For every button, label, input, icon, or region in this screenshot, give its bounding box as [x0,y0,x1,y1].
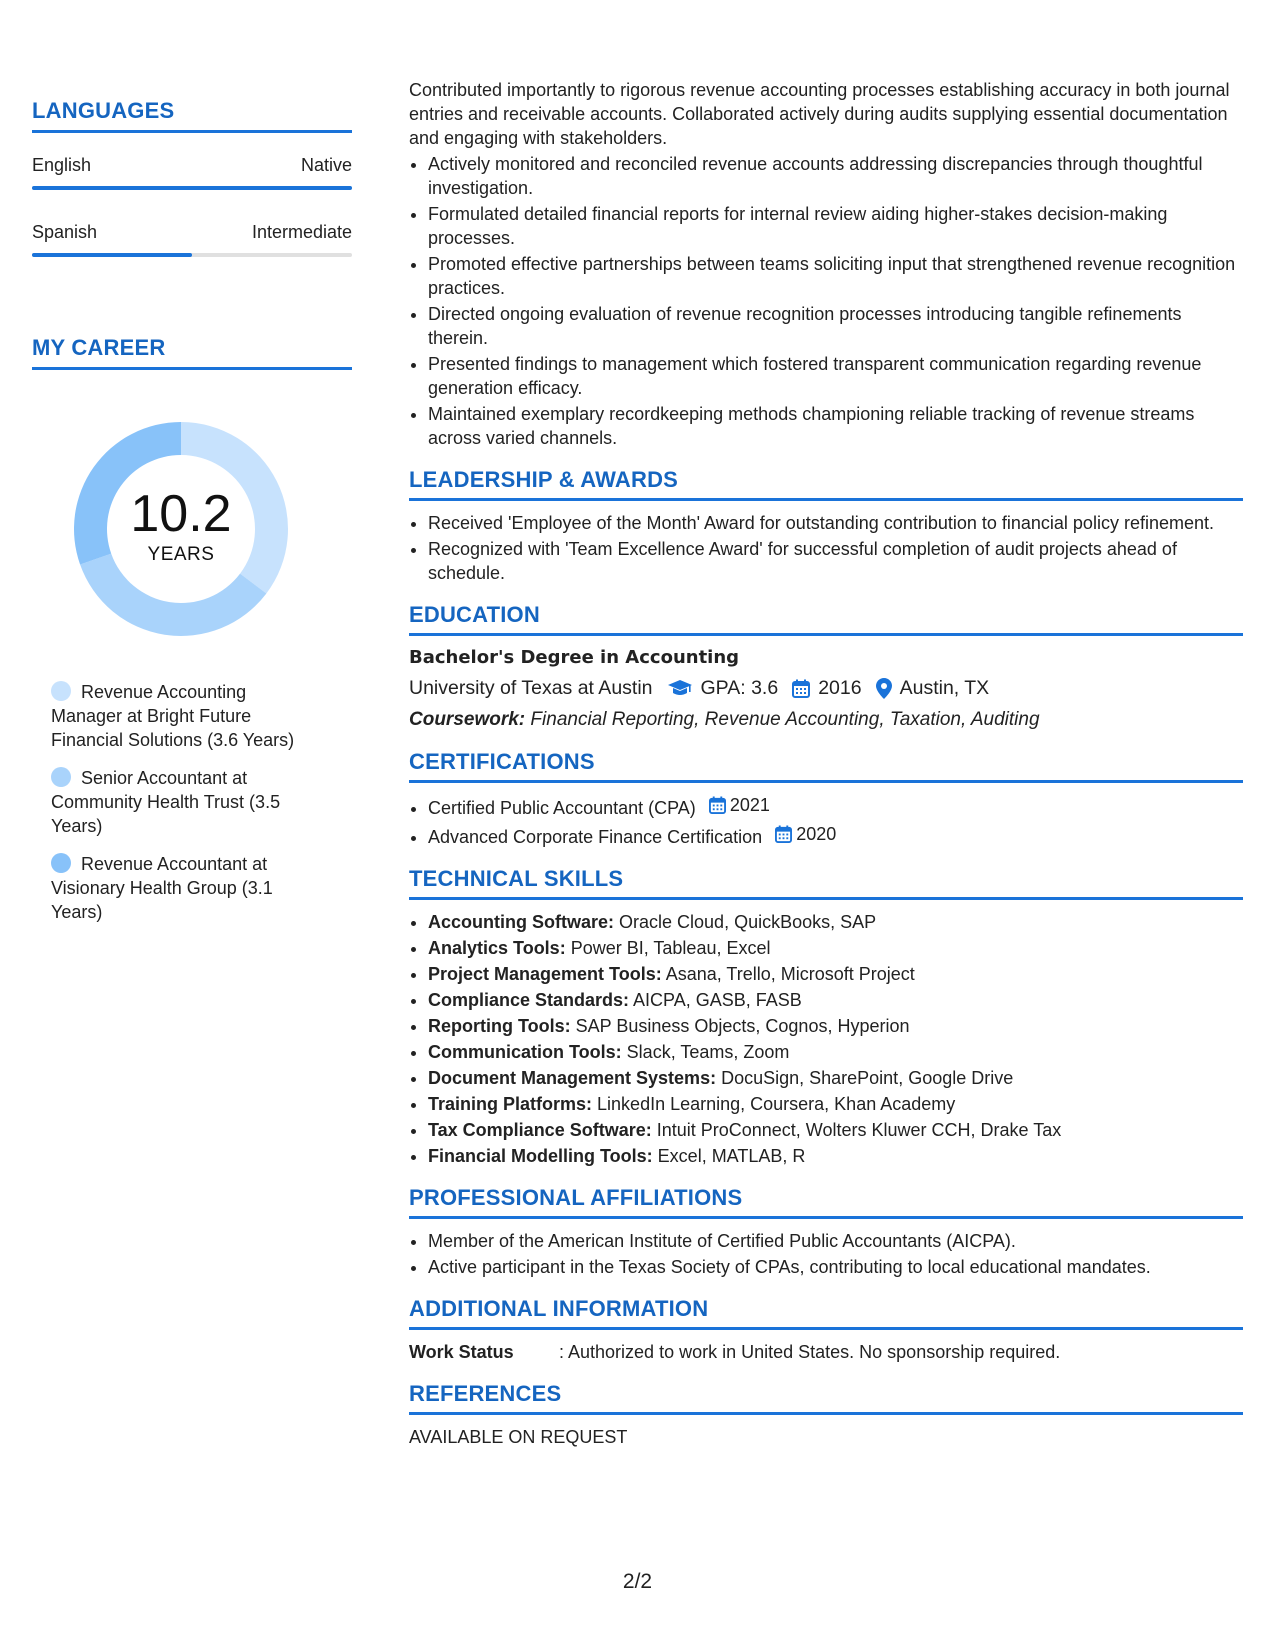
language-proficiency-fill [32,253,192,257]
skill-label: Training Platforms: [428,1094,593,1114]
donut-center [66,414,296,644]
list-item [428,1144,1243,1168]
skill-label: Financial Modelling Tools: [428,1146,653,1166]
language-proficiency-bar [32,186,352,190]
list-item [428,793,1243,820]
list-item [428,1066,1243,1090]
legend-dot-icon [51,853,71,873]
list-item: • Recognized with 'Team Excellence Award' for successful completion of audit projects ahead of schedule. [428,537,1243,585]
list-item [428,1092,1243,1116]
skill-value: Intuit ProConnect, Wolters Kluwer CCH, Drake Tax [651,1120,1062,1140]
list-item: • Directed ongoing evaluation of revenue recognition processes introducing tangible refinements therein. [428,302,1243,350]
skill-value: SAP Business Objects, Cognos, Hyperion [570,1016,910,1036]
list-item [428,1040,1243,1064]
skill-value: LinkedIn Learning, Coursera, Khan Academy [592,1094,956,1114]
list-item [428,962,1243,986]
language-level: Intermediate [251,222,352,242]
skill-label: Project Management Tools: [428,964,662,984]
calendar-icon [792,679,810,698]
skills-list [409,910,1243,1168]
certification-name: Advanced Corporate Finance Certification [428,827,763,847]
list-item: • Member of the American Institute of Certified Public Accountants (AICPA). [428,1229,1243,1253]
skill-value: Power BI, Tableau, Excel [565,938,771,958]
legend-dot-icon [51,767,71,787]
list-item [428,822,1243,849]
coursework-value: Financial Reporting, Revenue Accounting, Taxation, Auditing [530,709,1040,730]
certification-name: Certified Public Accountant (CPA) [428,798,696,818]
skill-value: Slack, Teams, Zoom [621,1042,790,1062]
skill-label: Tax Compliance Software: [428,1120,652,1140]
career-legend-item [51,852,313,924]
career-role-label: Revenue Accountant at Visionary Health Group (3.1 Years) [51,854,273,922]
education-section [409,603,1243,732]
list-item [428,910,1243,934]
education-heading: EDUCATION [409,603,1243,636]
language-item [32,222,352,257]
career-years-unit: YEARS [147,544,215,565]
affiliations-list [409,1229,1243,1279]
language-level: Native [300,155,352,175]
work-status-label: Work Status [409,1342,514,1362]
education-coursework [409,708,1243,732]
calendar-icon [709,796,726,814]
education-school: University of Texas at Austin [409,677,653,699]
list-item [428,1118,1243,1142]
left-column [32,98,352,938]
language-proficiency-bar [32,253,352,257]
leadership-section [409,468,1243,585]
experience-bullets [409,152,1243,450]
certifications-section [409,750,1243,849]
education-details [409,676,1243,700]
references-heading: REFERENCES [409,1382,1243,1415]
skill-label: Communication Tools: [428,1042,622,1062]
list-item: • Maintained exemplary recordkeeping methods championing reliable tracking of revenue streams across varied channels. [428,402,1243,450]
affiliations-section [409,1186,1243,1279]
education-degree: Bachelor's Degree in Accounting [409,647,740,668]
career-total-years: 10.2 [130,485,232,543]
language-item [32,155,352,190]
legend-dot-icon [51,681,71,701]
skills-section [409,867,1243,1168]
language-proficiency-fill [32,186,352,190]
map-pin-icon [876,678,892,699]
language-name: English [32,155,92,175]
career-legend [32,680,352,924]
calendar-icon [775,825,792,843]
list-item [428,988,1243,1012]
skill-value: Asana, Trello, Microsoft Project [661,964,915,984]
list-item: • Presented findings to management which fostered transparent communication regarding revenue generation efficacy. [428,352,1243,400]
skill-value: Oracle Cloud, QuickBooks, SAP [614,912,877,932]
education-year: 2016 [818,677,862,699]
skill-label: Accounting Software: [428,912,615,932]
career-legend-item [51,766,313,838]
skill-value: AICPA, GASB, FASB [629,990,802,1010]
experience-summary: Contributed importantly to rigorous revenue accounting processes establishing accuracy in both journal entries and receivable accounts. Collaborated actively during audits supplying essential documentation and engaging with stakeholders. [409,80,1230,148]
career-heading: MY CAREER [32,335,352,370]
certification-year: 2020 [796,824,837,844]
graduation-cap-icon [667,679,693,697]
list-item [428,1014,1243,1038]
skill-value: DocuSign, SharePoint, Google Drive [716,1068,1014,1088]
right-column [409,78,1243,1449]
affiliations-heading: PROFESSIONAL AFFILIATIONS [409,1186,1243,1219]
leadership-heading: LEADERSHIP & AWARDS [409,468,1243,501]
leadership-list [409,511,1243,585]
education-location: Austin, TX [899,677,990,699]
work-status-value: : Authorized to work in United States. No sponsorship required. [559,1342,1061,1362]
references-section [409,1382,1243,1449]
list-item: • Promoted effective partnerships between teams soliciting input that strengthened revenue recognition practices. [428,252,1243,300]
work-status-row [409,1340,1243,1364]
skill-label: Analytics Tools: [428,938,566,958]
skill-label: Document Management Systems: [428,1068,717,1088]
career-role-label: Revenue Accounting Manager at Bright Future Financial Solutions (3.6 Years) [51,682,295,750]
list-item: • Formulated detailed financial reports for internal review aiding higher-stakes decision-making processes. [428,202,1243,250]
list-item: • Received 'Employee of the Month' Award for outstanding contribution to financial policy refinement. [428,511,1243,535]
additional-section [409,1297,1243,1364]
career-legend-item [51,680,313,752]
skill-label: Compliance Standards: [428,990,630,1010]
page-number: 2/2 [622,1570,653,1593]
references-text: AVAILABLE ON REQUEST [409,1427,628,1447]
skills-heading: TECHNICAL SKILLS [409,867,1243,900]
coursework-label: Coursework: [409,709,526,730]
skill-value: Excel, MATLAB, R [652,1146,806,1166]
certifications-heading: CERTIFICATIONS [409,750,1243,783]
language-name: Spanish [32,222,98,242]
career-role-label: Senior Accountant at Community Health Trust (3.5 Years) [51,768,281,836]
education-gpa: GPA: 3.6 [700,677,779,699]
languages-heading: LANGUAGES [32,98,352,133]
certifications-list [409,793,1243,849]
list-item: • Actively monitored and reconciled revenue accounts addressing discrepancies through thoughtful investigation. [428,152,1243,200]
list-item: • Active participant in the Texas Society of CPAs, contributing to local educational mandates. [428,1255,1243,1279]
certification-year: 2021 [729,795,770,815]
list-item [428,936,1243,960]
additional-heading: ADDITIONAL INFORMATION [409,1297,1243,1330]
skill-label: Reporting Tools: [428,1016,571,1036]
career-donut-chart [66,414,296,644]
